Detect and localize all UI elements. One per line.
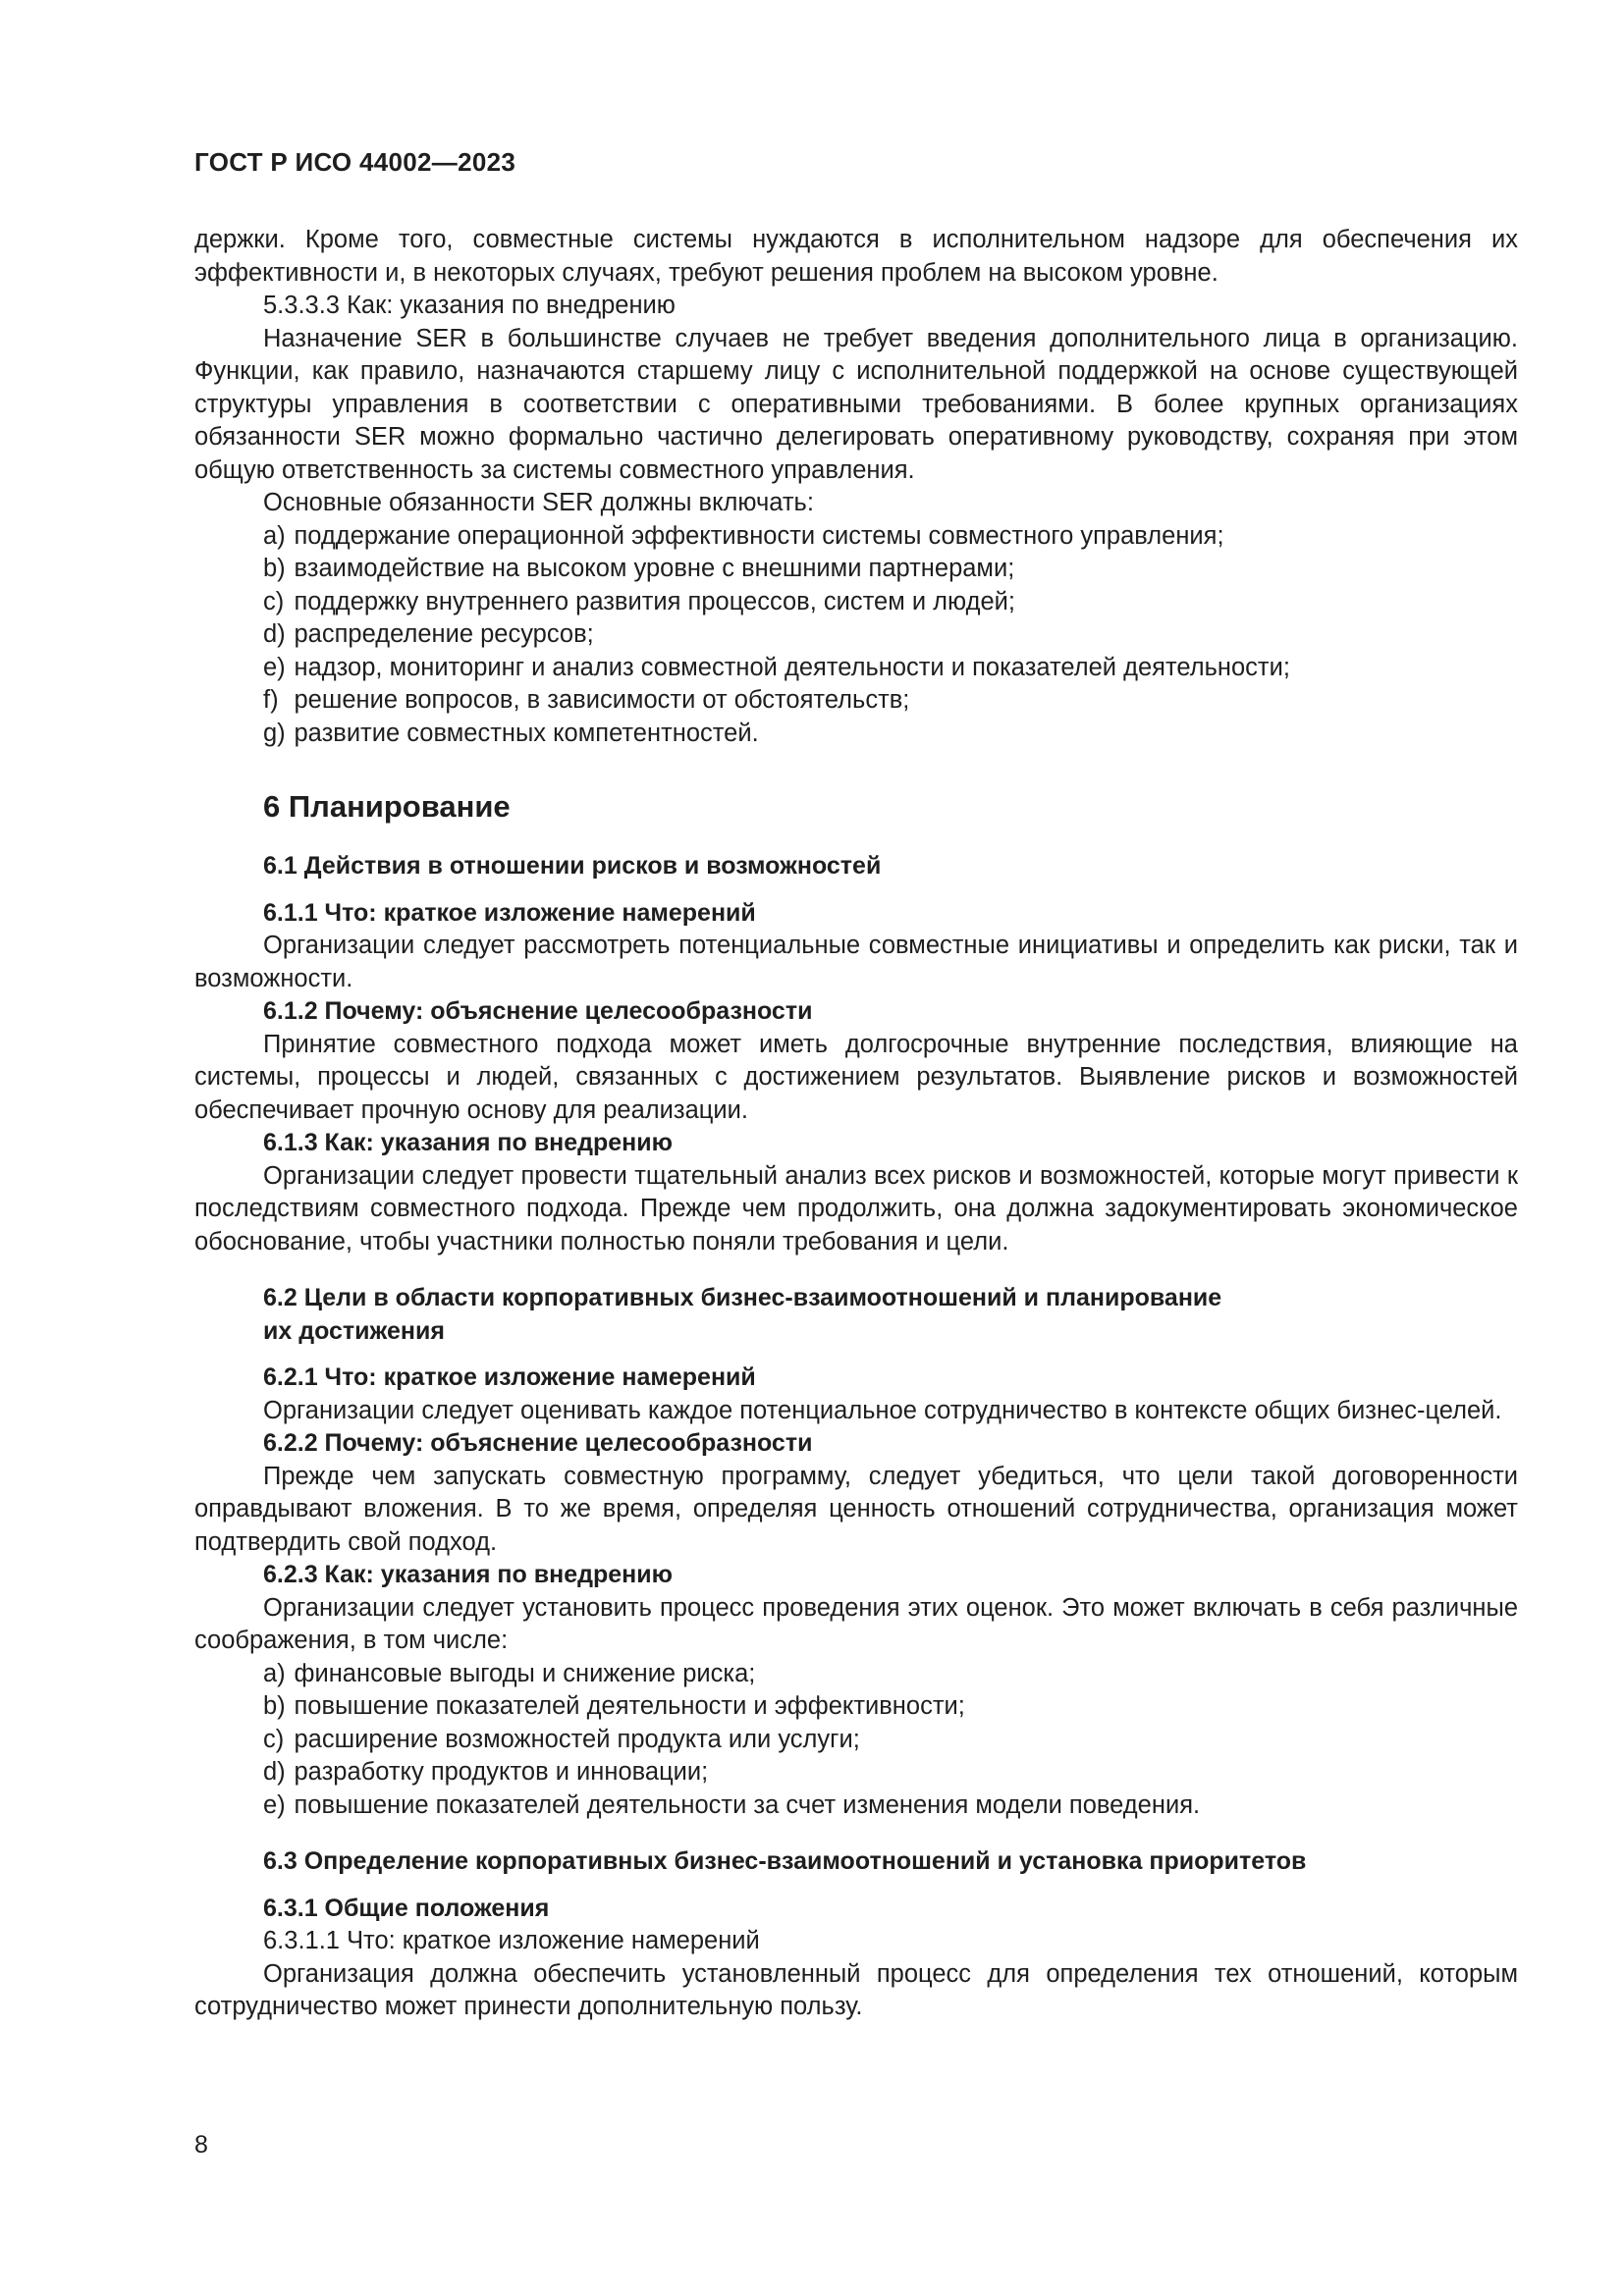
paragraph: Принятие совместного подхода может иметь долгосрочные внутренние последствия, влияющие на системы, процессы и людей, связанных с достижением результатов. Выявление рисков и возможностей обеспечивает прочную основу для реализации. [194, 1030, 1518, 1124]
subsection-heading-6-1-1: 6.1.1 Что: краткое изложение намерений [263, 898, 756, 927]
paragraph: Организации следует оценивать каждое потенциальное сотрудничество в контексте общих бизнес-целей. [263, 1396, 1502, 1424]
section-title-6: 6 Планирование [263, 789, 511, 824]
subsection-heading-6-3-1: 6.3.1 Общие положения [263, 1894, 550, 1922]
subsection-heading-6-1-2: 6.1.2 Почему: объяснение целесообразности [263, 997, 813, 1025]
list-item: d) распределение ресурсов; [263, 620, 594, 648]
subsection-heading-6-2-1: 6.2.1 Что: краткое изложение намерений [263, 1363, 756, 1391]
subsection-heading-6-2-3: 6.2.3 Как: указания по внедрению [263, 1561, 673, 1588]
subclause-heading-6-3-1-1: 6.3.1.1 Что: краткое изложение намерений [263, 1927, 760, 1954]
list-item: b) повышение показателей деятельности и эффективности; [263, 1692, 965, 1720]
list-item: e) повышение показателей деятельности за счет изменения модели поведения. [263, 1790, 1201, 1819]
paragraph: Прежде чем запускать совместную программу, следует убедиться, что цели такой договоренности оправдывают вложения. В то же время, определяя ценность отношений сотрудничества, организация может подтвердить свой подход. [194, 1462, 1518, 1556]
continuation-paragraph: держки. Кроме того, совместные системы нуждаются в исполнительном надзоре для обеспечения их эффективности и, в некоторых случаях, требуют решения проблем на высоком уровне. [194, 226, 1518, 287]
list-item: g) развитие совместных компетентностей. [263, 719, 759, 747]
subsection-heading-6-1-3: 6.1.3 Как: указания по внедрению [263, 1129, 673, 1156]
list-item: a) поддержание операционной эффективности системы совместного управления; [263, 521, 1224, 550]
list-item: b) взаимодействие на высоком уровне с внешними партнерами; [263, 555, 1015, 582]
document-body [194, 224, 1518, 2024]
paragraph: Организация должна обеспечить установленный процесс для определения тех отношений, которым сотрудничество может принести дополнительную пользу. [194, 1959, 1518, 2020]
list-item: e) надзор, мониторинг и анализ совместной деятельности и показателей деятельности; [263, 653, 1290, 681]
list-item: f) решение вопросов, в зависимости от обстоятельств; [263, 686, 910, 714]
list-item: d) разработку продуктов и инновации; [263, 1758, 709, 1786]
document-header: ГОСТ Р ИСО 44002—2023 [194, 147, 516, 177]
section-heading-6-1: 6.1 Действия в отношении рисков и возможностей [263, 852, 882, 880]
paragraph: Назначение SER в большинстве случаев не требует введения дополнительного лица в организацию. Функции, как правило, назначаются старшему лицу с исполнительной поддержкой на основе существующей структуры управления в соответствии с оперативными требованиями. В более крупных организациях обязанности SER можно формально частично делегировать оперативному руководству, сохраняя при этом общую ответственность за системы совместного управления. [194, 324, 1518, 484]
page-number: 8 [194, 2131, 208, 2159]
list-item: c) расширение возможностей продукта или услуги; [263, 1725, 860, 1753]
considerations-list [194, 1658, 1518, 1823]
section-heading-6-2: 6.2 Цели в области корпоративных бизнес-взаимоотношений и планирование их достижения [263, 1284, 1222, 1345]
paragraph: Организации следует установить процесс проведения этих оценок. Это может включать в себя различные соображения, в том числе: [194, 1593, 1518, 1654]
paragraph: Организации следует провести тщательный анализ всех рисков и возможностей, которые могут привести к последствиям совместного подхода. Прежде чем продолжить, она должна задокументировать экономическое обоснование, чтобы участники полностью поняли требования и цели. [194, 1161, 1518, 1255]
list-item: a) финансовые выгоды и снижение риска; [263, 1659, 756, 1687]
subsection-heading-6-2-2: 6.2.2 Почему: объяснение целесообразности [263, 1429, 813, 1457]
subclause-heading-5-3-3-3: 5.3.3.3 Как: указания по внедрению [263, 292, 676, 319]
duties-list [194, 520, 1518, 751]
list-item: c) поддержку внутреннего развития процессов, систем и людей; [263, 587, 1015, 615]
list-lead: Основные обязанности SER должны включать: [263, 489, 814, 516]
paragraph: Организации следует рассмотреть потенциальные совместные инициативы и определить как риски, так и возможности. [194, 932, 1518, 992]
section-heading-6-3: 6.3 Определение корпоративных бизнес-взаимоотношений и установка приоритетов [263, 1847, 1307, 1875]
